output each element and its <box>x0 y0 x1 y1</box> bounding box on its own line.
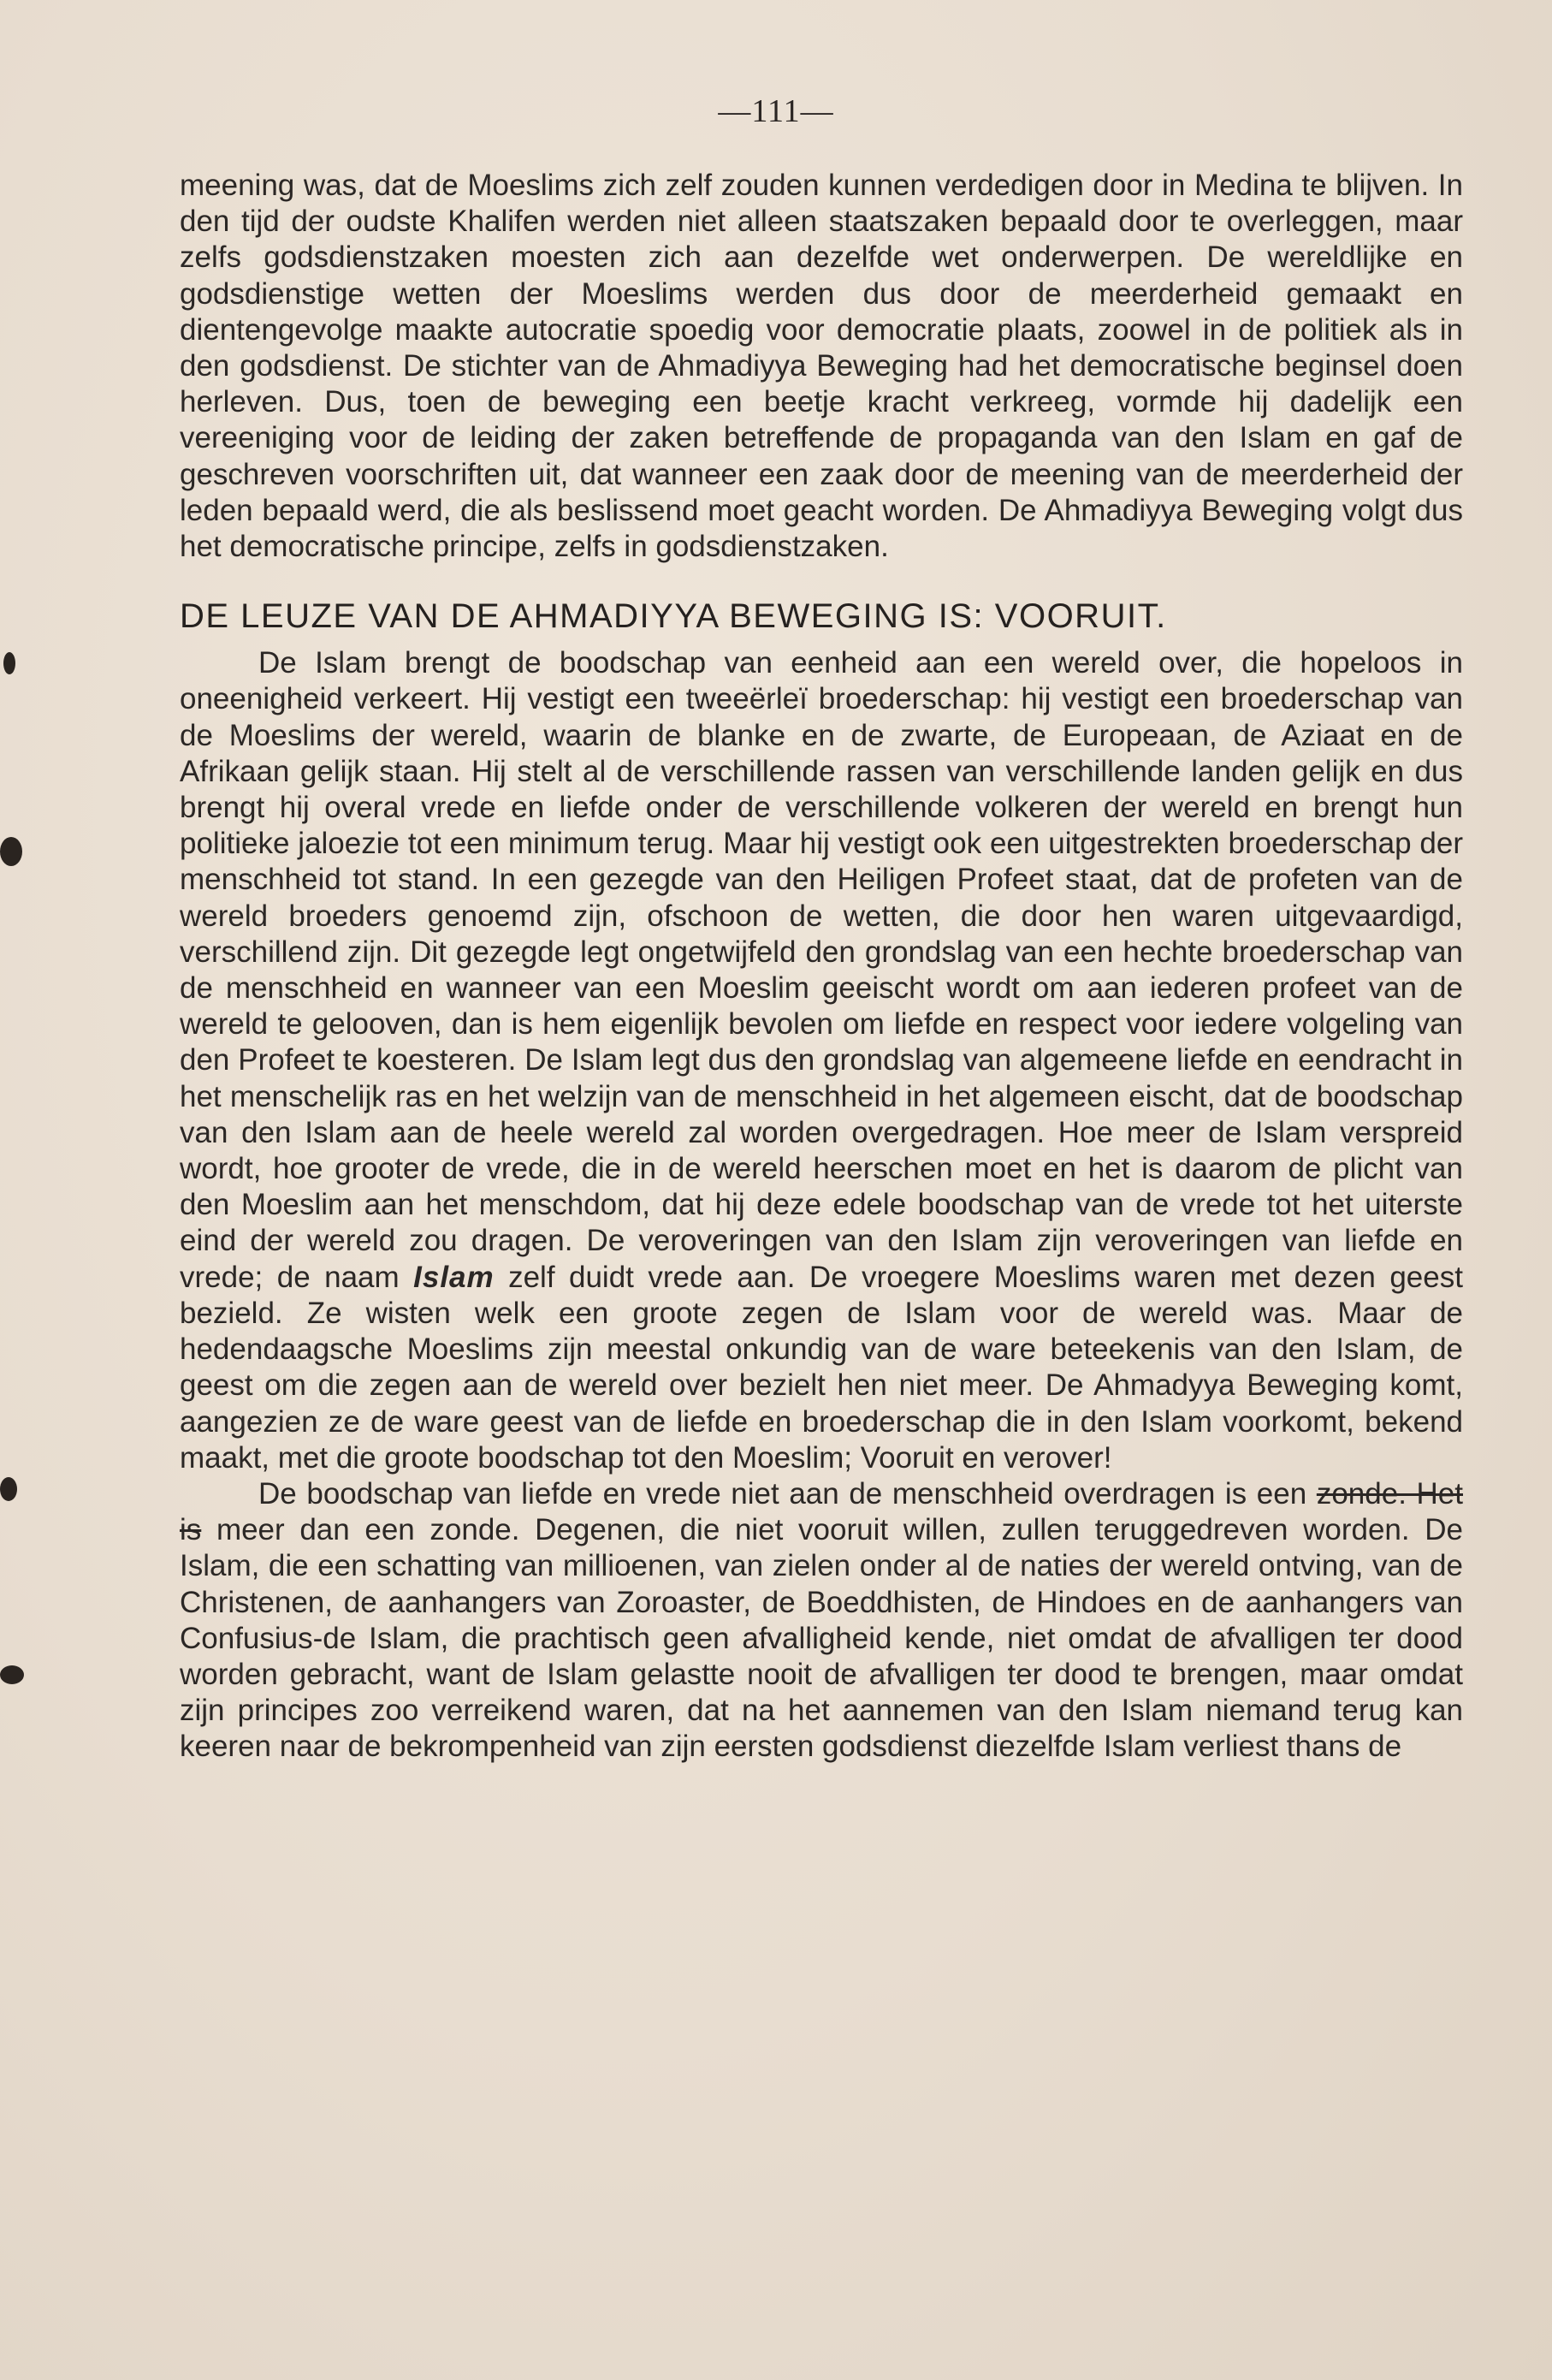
section-heading: DE LEUZE VAN DE AHMADIYYA BEWEGING IS: VOORUIT. <box>180 597 1167 636</box>
margin-mark-2 <box>0 837 22 866</box>
islam-emphasis: Islam <box>413 1260 495 1294</box>
page-number: —111— <box>718 93 834 129</box>
margin-mark-1 <box>3 652 15 674</box>
paragraph-message-rest: meer dan een zonde. Degenen, die niet vooruit willen, zullen teruggedreven worden. De Islam, die een schatting van millioenen, van zielen onder al de naties der wereld ontving, van de Christenen, de aanhangers van Zoroaster, de Boeddhisten, de Hindoes en de aanhangers van Confusius-de Islam, die prachtisch geen afvalligheid kende, niet omdat de afvalligen ter dood worden gebracht, want de Islam gelastte nooit de afvalligen ter dood te brengen, maar omdat zijn principes zoo verreikend waren, dat na het aannemen van den Islam niemand terug kan keeren naar de bekrompenheid van zijn eersten godsdienst diezelfde Islam verliest thans de <box>180 1513 1463 1764</box>
page-body <box>180 168 1463 1766</box>
struck-text: zonde. Het is <box>180 1476 1463 1547</box>
paragraph-brotherhood <box>180 645 1463 1476</box>
paragraph-democracy: meening was, dat de Moeslims zich zelf zouden kunnen verdedigen door in Medina te blijven. In den tijd der oudste Khalifen werden niet alleen staatszaken bepaald door te overleggen, maar zelfs godsdienstzaken moesten zich aan dezelfde wet onderwerpen. De wereldlijke en godsdienstige wetten der Moeslims werden dus door de meerderheid gemaakt en dientengevolge maakte autocratie spoedig voor democratie plaats, zoowel in de politiek als in den godsdienst. De stichter van de Ahmadiyya Beweging had het democratische beginsel doen herleven. Dus, toen de beweging een beetje kracht verkreeg, vormde hij dadelijk een vereeniging voor de leiding der zaken betreffende de propaganda van den Islam en gaf de geschreven voorschriften uit, dat wanneer een zaak door de meening van de meerderheid der leden bepaald werd, die als beslissend moet geacht worden. De Ahmadiyya Beweging volgt dus het democratische principe, zelfs in godsdienstzaken. <box>180 169 1463 564</box>
paragraph-message <box>180 1476 1463 1766</box>
margin-mark-4 <box>0 1665 24 1684</box>
paragraph-brotherhood-text-cont: zelf duidt vrede aan. De vroegere Moeslims waren met dezen geest bezield. Ze wisten welk een groote zegen de Islam voor de wereld was. Maar de hedendaagsche Moeslims zijn meestal onkundig van de ware beteekenis van den Islam, de geest om die zegen aan de wereld over bezielt hen niet meer. De Ahmadyya Beweging komt, aangezien ze de ware geest van de liefde en broederschap die in den Islam voorkomt, bekend maakt, met die groote boodschap tot den Moeslim; Vooruit en verover! <box>180 1260 1463 1475</box>
paragraph-brotherhood-text: De Islam brengt de boodschap van eenheid aan een wereld over, die hopeloos in oneenigheid verkeert. Hij vestigt een tweeërleï broederschap: hij vestigt een broederschap van de Moeslims der wereld, waarin de blanke en de zwarte, de Europeaan, de Aziaat en de Afrikaan gelijk staan. Hij stelt al de verschillende rassen van verschillende landen gelijk en dus brengt hij overal vrede en liefde onder de verschillende volkeren der wereld en brengt hun politieke jaloezie tot een minimum terug. Maar hij vestigt ook een uitgestrekten broederschap der menschheid tot stand. In een gezegde van den Heiligen Profeet staat, dat de profeten van de wereld broeders genoemd zijn, ofschoon de wetten, die door hen waren uitgevaardigd, verschillend zijn. Dit gezegde legt ongetwijfeld den grondslag van een hechte broederschap van de menschheid en wanneer van een Moeslim geeischt wordt om aan iederen profeet van de wereld te gelooven, dan is hem eigenlijk bevolen om liefde en respect voor iedere volgeling van den Profeet te koesteren. De Islam legt dus den grondslag van algemeene liefde en eendracht in het menschelijk ras en het welzijn van de menschheid in het algemeen eischt, dat de boodschap van den Islam aan de heele wereld zal worden overgedragen. Hoe meer de Islam verspreid wordt, hoe grooter de vrede, die in de wereld heerschen moet en het is daarom de plicht van den Moeslim aan het menschdom, dat hij deze edele boodschap van de vrede tot het uiterste eind der wereld zou dragen. De veroveringen van den Islam zijn veroveringen van liefde en vrede; de naam <box>180 646 1463 1294</box>
margin-mark-3 <box>0 1477 17 1501</box>
paragraph-message-start: De boodschap van liefde en vrede niet aan de menschheid overdragen is een <box>258 1476 1307 1510</box>
